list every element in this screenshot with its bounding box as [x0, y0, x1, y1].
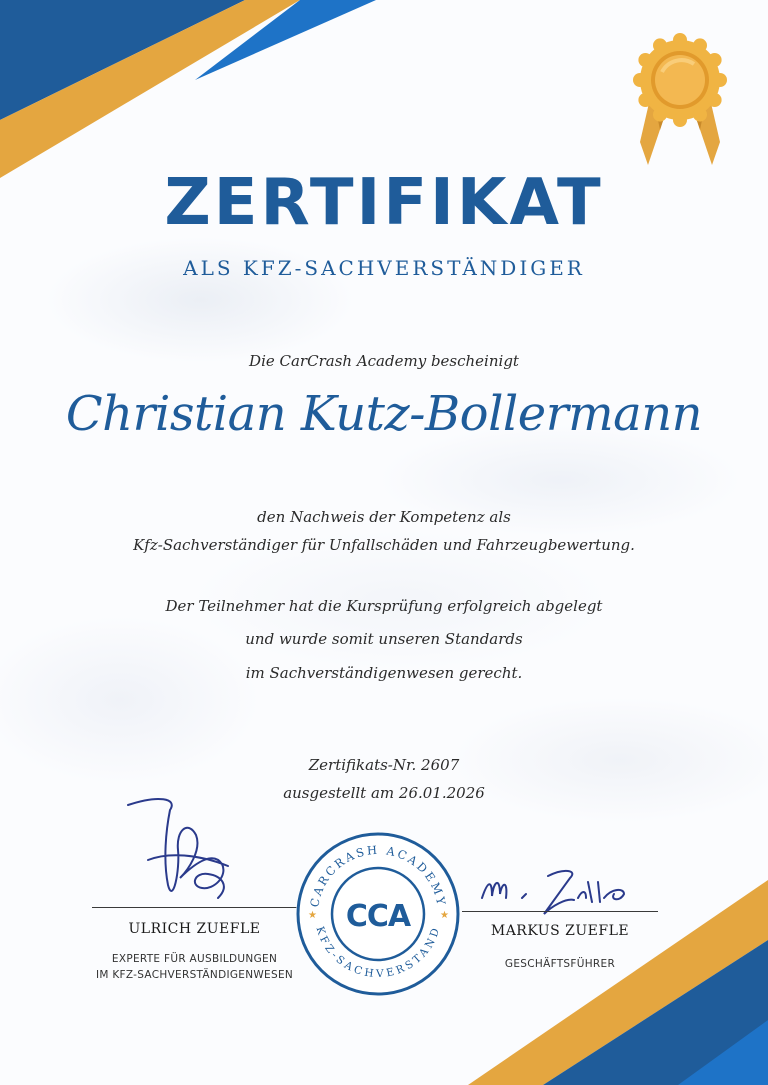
left-role-line-2: IM KFZ-SACHVERSTÄNDIGENWESEN — [95, 969, 294, 981]
award-rosette-icon — [630, 30, 730, 170]
left-role-line-1: EXPERTE FÜR AUSBILDUNGEN — [111, 953, 278, 965]
exam-line-2: und wurde somit unseren Standards — [245, 630, 523, 648]
competence-line-2: Kfz-Sachverständiger für Unfallschäden und Fahrzeugbewertung. — [133, 536, 635, 554]
right-signatory-role: GESCHÄFTSFÜHRER — [504, 958, 616, 970]
certifies-line: Die CarCrash Academy bescheinigt — [249, 352, 519, 370]
left-signatory-role — [72, 951, 317, 983]
competence-line-1: den Nachweis der Kompetenz als — [257, 508, 511, 526]
exam-line-3: im Sachverständigenwesen gerecht. — [245, 664, 523, 682]
right-signature-line — [462, 911, 658, 912]
certificate-number: Zertifikats-Nr. 2607 — [308, 756, 460, 774]
left-signatory-name: ULRICH ZUEFLE — [128, 921, 261, 937]
certificate-title: ZERTIFIKAT — [164, 166, 604, 240]
left-signature-line — [92, 907, 297, 908]
seal-monogram: CCA — [345, 899, 411, 934]
right-signatory-name: MARKUS ZUEFLE — [490, 923, 630, 939]
issued-date: ausgestellt am 26.01.2026 — [283, 784, 485, 802]
seal-bottom-text: KFZ-SACHVERSTAND — [313, 925, 443, 981]
right-signature — [474, 858, 644, 928]
svg-text:★: ★ — [308, 910, 317, 921]
exam-line-1: Der Teilnehmer hat die Kursprüfung erfolgreich abgelegt — [165, 597, 603, 615]
certificate-subtitle: ALS KFZ-SACHVERSTÄNDIGER — [183, 256, 585, 280]
recipient-name: Christian Kutz-Bollermann — [65, 386, 703, 442]
left-signature — [118, 790, 248, 920]
academy-seal-icon — [294, 830, 462, 998]
seal-top-text: CARCRASH ACADEMY — [307, 842, 449, 909]
svg-text:★: ★ — [440, 910, 449, 921]
top-left-corner-decoration — [0, 0, 380, 180]
